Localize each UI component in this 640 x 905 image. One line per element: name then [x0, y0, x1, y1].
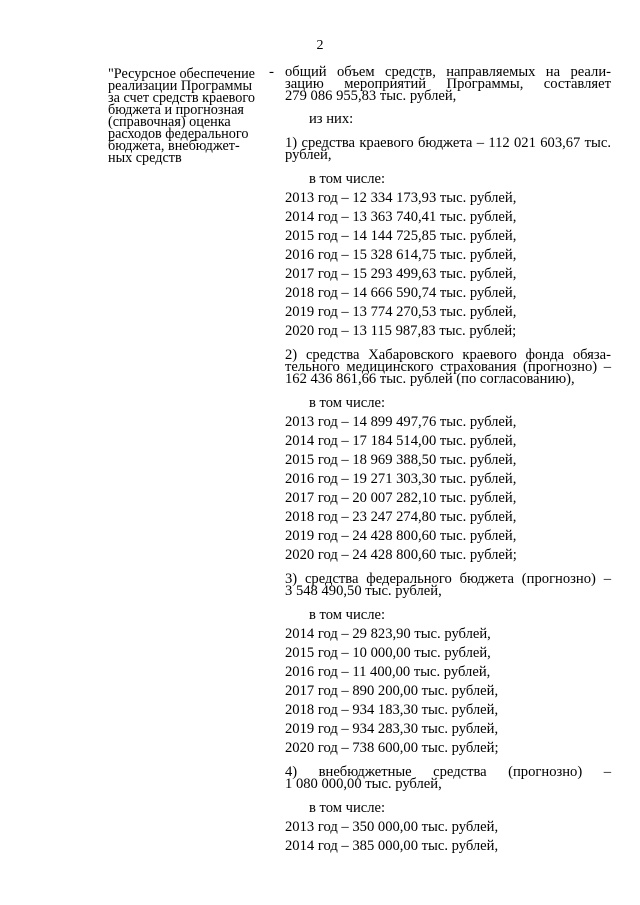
- label-line: реализации Программы: [108, 78, 253, 94]
- subheading-v-tom-chisle: в том числе:: [309, 800, 386, 816]
- resource-provision-label: [108, 68, 268, 164]
- year-row: 2019 год – 13 774 270,53 тыс. рублей,: [285, 304, 517, 320]
- section-3-total: 3 548 490,50 тыс. рублей,: [285, 583, 442, 599]
- subheading-iz-nikh: из них:: [309, 111, 354, 127]
- year-row: 2018 год – 14 666 590,74 тыс. рублей,: [285, 285, 517, 301]
- intro-total: 279 086 955,83 тыс. рублей,: [285, 88, 457, 104]
- separator-dash: -: [269, 64, 274, 80]
- year-row: 2018 год – 934 183,30 тыс. рублей,: [285, 702, 499, 718]
- year-row: 2014 год – 29 823,90 тыс. рублей,: [285, 626, 491, 642]
- year-row: 2015 год – 14 144 725,85 тыс. рублей,: [285, 228, 517, 244]
- subheading-v-tom-chisle: в том числе:: [309, 607, 386, 623]
- section-1-title: 1) средства краевого бюджета – 112 021 603,67 тыс.: [285, 135, 611, 151]
- section-4-total: 1 080 000,00 тыс. рублей,: [285, 776, 442, 792]
- funding-details: [285, 66, 611, 856]
- label-line: ных средств: [108, 150, 182, 166]
- section-4-title: 4) внебюджетные средства (прогнозно) –: [285, 764, 611, 780]
- year-row: 2014 год – 17 184 514,00 тыс. рублей,: [285, 433, 517, 449]
- label-line: "Ресурсное обеспечение: [108, 66, 255, 82]
- year-row: 2015 год – 18 969 388,50 тыс. рублей,: [285, 452, 517, 468]
- year-row: 2020 год – 738 600,00 тыс. рублей;: [285, 740, 499, 756]
- year-row: 2013 год – 14 899 497,76 тыс. рублей,: [285, 414, 517, 430]
- year-row: 2018 год – 23 247 274,80 тыс. рублей,: [285, 509, 517, 525]
- label-line: за счет средств краевого: [108, 90, 255, 106]
- section-1-title-cont: рублей,: [285, 147, 332, 163]
- subheading-v-tom-chisle: в том числе:: [309, 171, 386, 187]
- year-row: 2016 год – 19 271 303,30 тыс. рублей,: [285, 471, 517, 487]
- year-row: 2019 год – 934 283,30 тыс. рублей,: [285, 721, 499, 737]
- subheading-v-tom-chisle: в том числе:: [309, 395, 386, 411]
- page-number: 2: [316, 38, 324, 53]
- section-3-title: 3) средства федерального бюджета (прогнозно) –: [285, 571, 611, 587]
- intro-line: общий объем средств, направляемых на реали-: [285, 64, 611, 80]
- year-row: 2020 год – 13 115 987,83 тыс. рублей;: [285, 323, 517, 339]
- year-row: 2017 год – 20 007 282,10 тыс. рублей,: [285, 490, 517, 506]
- section-2-title: 2) средства Хабаровского краевого фонда обяза-: [285, 347, 611, 363]
- intro-line: зацию мероприятий Программы, составляет: [285, 76, 611, 92]
- year-row: 2019 год – 24 428 800,60 тыс. рублей,: [285, 528, 517, 544]
- year-row: 2016 год – 11 400,00 тыс. рублей,: [285, 664, 491, 680]
- year-row: 2014 год – 385 000,00 тыс. рублей,: [285, 838, 499, 854]
- label-line: (справочная) оценка: [108, 114, 231, 130]
- section-2-title-cont: тельного медицинского страхования (прогнозно) –: [285, 359, 611, 375]
- year-row: 2016 год – 15 328 614,75 тыс. рублей,: [285, 247, 517, 263]
- year-row: 2013 год – 12 334 173,93 тыс. рублей,: [285, 190, 517, 206]
- year-row: 2017 год – 15 293 499,63 тыс. рублей,: [285, 266, 517, 282]
- label-line: расходов федерального: [108, 126, 249, 142]
- label-line: бюджета, внебюджет-: [108, 138, 240, 154]
- section-2-total: 162 436 861,66 тыс. рублей (по согласованию),: [285, 371, 575, 387]
- year-row: 2013 год – 350 000,00 тыс. рублей,: [285, 819, 499, 835]
- year-row: 2020 год – 24 428 800,60 тыс. рублей;: [285, 547, 517, 563]
- label-line: бюджета и прогнозная: [108, 102, 244, 118]
- year-row: 2014 год – 13 363 740,41 тыс. рублей,: [285, 209, 517, 225]
- year-row: 2017 год – 890 200,00 тыс. рублей,: [285, 683, 499, 699]
- year-row: 2015 год – 10 000,00 тыс. рублей,: [285, 645, 491, 661]
